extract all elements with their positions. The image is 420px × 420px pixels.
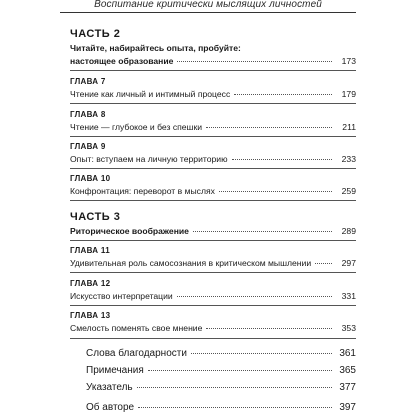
- chapter-label: ГЛАВА 12: [70, 279, 111, 288]
- toc-entry-chapter-7[interactable]: [70, 89, 356, 99]
- divider: [70, 305, 356, 306]
- toc-entry-page: 377: [339, 382, 356, 393]
- chapter-label: ГЛАВА 8: [70, 110, 106, 119]
- toc-entry-chapter-9[interactable]: [70, 154, 356, 164]
- toc-entry-title: Смелость поменять свое мнение: [70, 323, 203, 333]
- chapter-label: ГЛАВА 11: [70, 246, 110, 255]
- chapter-label: ГЛАВА 13: [70, 311, 111, 320]
- divider: [70, 103, 356, 104]
- leader-dots: [177, 60, 332, 62]
- toc-entry-notes[interactable]: [86, 365, 356, 376]
- toc-entry-index[interactable]: [86, 382, 356, 393]
- toc-entry-about-author[interactable]: [86, 402, 356, 413]
- divider: [70, 338, 356, 339]
- toc-entry-chapter-8[interactable]: [70, 122, 356, 132]
- toc-entry-title: Об авторе: [86, 402, 135, 413]
- leader-dots: [234, 93, 332, 95]
- toc-entry-chapter-10[interactable]: [70, 186, 356, 196]
- leader-dots: [191, 352, 332, 354]
- leader-dots: [177, 295, 332, 297]
- part-2-intro-line1: Читайте, набирайтесь опыта, пробуйте:: [70, 43, 241, 53]
- toc-entry-title: Опыт: вступаем на личную территорию: [70, 154, 228, 164]
- toc-entry-page: 173: [341, 56, 356, 66]
- leader-dots: [219, 190, 332, 192]
- toc-entry-chapter-13[interactable]: [70, 323, 356, 333]
- toc-entry-page: 259: [341, 186, 356, 196]
- divider: [70, 240, 356, 241]
- toc-entry-title: Указатель: [86, 382, 133, 393]
- toc-entry-page: 353: [341, 323, 356, 333]
- divider: [70, 168, 356, 169]
- leader-dots: [206, 126, 332, 128]
- toc-entry-part-2-intro[interactable]: [70, 56, 356, 66]
- toc-entry-title: Удивительная роль самосознания в критическом мышлении: [70, 258, 312, 268]
- leader-dots: [206, 327, 332, 329]
- toc-entry-page: 297: [341, 258, 356, 268]
- divider: [70, 272, 356, 273]
- toc-entry-title: Риторическое воображение: [70, 226, 189, 236]
- toc-entry-page: 361: [339, 348, 356, 359]
- toc-entry-page: 365: [339, 365, 356, 376]
- toc-entry-title: Слова благодарности: [86, 348, 187, 359]
- toc-entry-title: Конфронтация: переворот в мыслях: [70, 186, 215, 196]
- chapter-label: ГЛАВА 9: [70, 142, 106, 151]
- leader-dots: [138, 406, 332, 408]
- divider: [70, 70, 356, 71]
- toc-entry-acknowledgements[interactable]: [86, 348, 356, 359]
- leader-dots: [315, 262, 332, 264]
- toc-entry-page: 179: [341, 89, 356, 99]
- chapter-label: ГЛАВА 10: [70, 174, 111, 183]
- leader-dots: [232, 158, 332, 160]
- divider: [70, 200, 356, 201]
- toc-entry-page: 397: [339, 402, 356, 413]
- toc-entry-page: 289: [341, 226, 356, 236]
- toc-entry-chapter-11[interactable]: [70, 258, 356, 268]
- toc-entry-page: 211: [342, 122, 356, 132]
- toc-entry-chapter-12[interactable]: [70, 291, 356, 301]
- toc-entry-page: 233: [341, 154, 356, 164]
- toc-entry-part-3-intro[interactable]: [70, 226, 356, 236]
- toc-entry-page: 331: [341, 291, 356, 301]
- running-head: Воспитание критически мыслящих личностей: [60, 0, 356, 13]
- toc-entry-title: Искусство интерпретации: [70, 291, 173, 301]
- toc-entry-title: Чтение — глубокое и без спешки: [70, 122, 203, 132]
- toc-entry-title: Чтение как личный и интимный процесс: [70, 89, 231, 99]
- leader-dots: [137, 386, 332, 388]
- leader-dots: [193, 230, 332, 232]
- part-3-heading: ЧАСТЬ 3: [70, 211, 121, 223]
- toc-entry-title: настоящее образование: [70, 56, 174, 66]
- toc-entry-title: Примечания: [86, 365, 144, 376]
- part-2-heading: ЧАСТЬ 2: [70, 28, 121, 40]
- leader-dots: [148, 369, 332, 371]
- chapter-label: ГЛАВА 7: [70, 77, 106, 86]
- divider: [70, 136, 356, 137]
